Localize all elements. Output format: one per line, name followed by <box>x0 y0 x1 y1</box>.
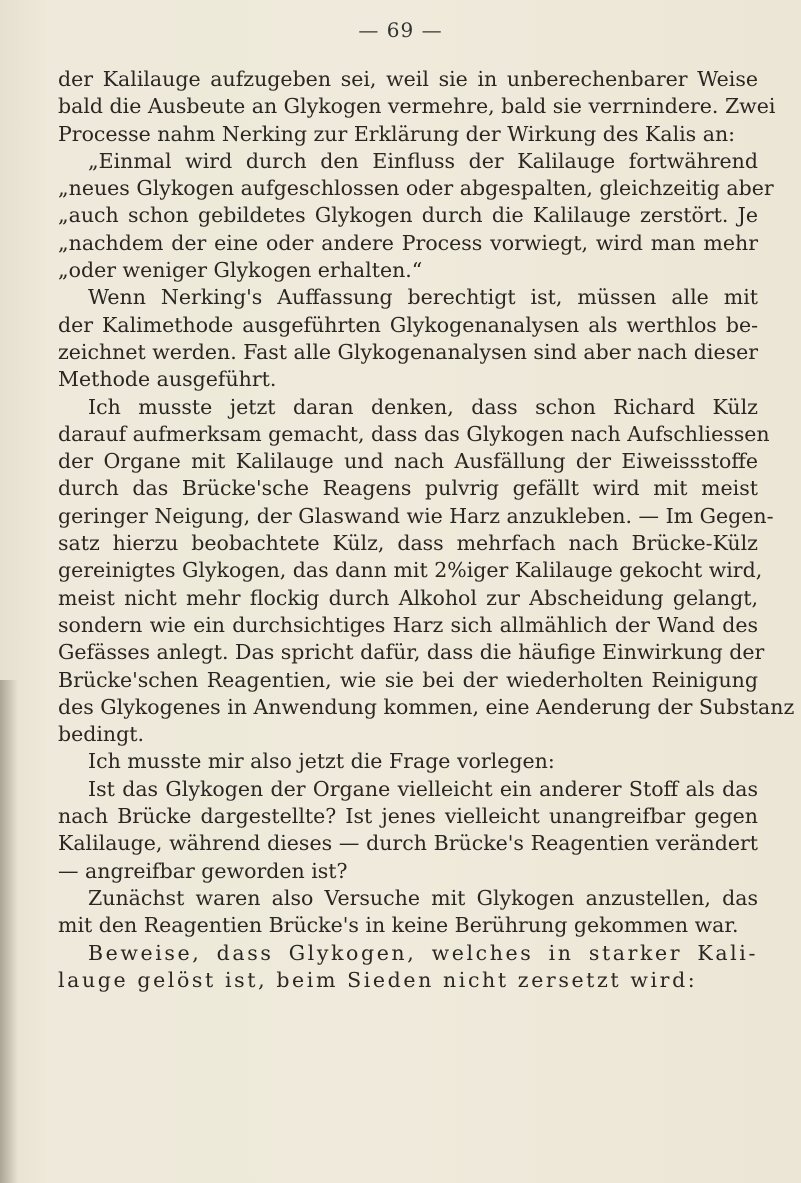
text-line: Processe nahm Nerking zur Erklärung der Wirkung des Kalis an: <box>58 121 736 146</box>
quote-line: „neues Glykogen aufgeschlossen oder abgespalten, gleichzeitig aber <box>58 176 774 201</box>
text-line: Methode ausgeführt. <box>58 367 277 392</box>
text-line: Wenn Nerking's Auffassung berechtigt ist, müssen alle mit <box>88 285 758 310</box>
text-line: bedingt. <box>58 722 145 747</box>
text-line: satz hierzu beobachtete Külz, dass mehrfach nach Brücke-Külz <box>58 531 758 556</box>
text-line: Kalilauge, während dieses — durch Brücke's Reagentien verändert <box>58 831 758 856</box>
text-line: der Organe mit Kalilauge und nach Ausfällung der Eiweissstoffe <box>58 449 758 474</box>
text-line: — angreifbar geworden ist? <box>58 858 348 883</box>
spaced-heading-line: lauge gelöst ist, beim Sieden nicht zersetzt wird: <box>58 967 698 992</box>
text-line: gereinigtes Glykogen, das dann mit 2%iger Kalilauge gekocht wird, <box>58 558 763 583</box>
spaced-heading-line: Beweise, dass Glykogen, welches in starker Kali- <box>88 940 758 965</box>
text-line: meist nicht mehr flockig durch Alkohol zur Abscheidung gelangt, <box>58 585 758 610</box>
text-line: bald die Ausbeute an Glykogen vermehre, bald sie verrnindere. Zwei <box>58 94 776 119</box>
quote-line: „auch schon gebildetes Glykogen durch die Kalilauge zerstört. Je <box>58 203 758 228</box>
text-line: durch das Brücke'sche Reagens pulvrig gefällt wird mit meist <box>58 476 758 501</box>
quote-line: „oder weniger Glykogen erhalten.“ <box>58 258 423 283</box>
text-line: der Kalilauge aufzugeben sei, weil sie in unberechenbarer Weise <box>58 67 758 91</box>
text-line: der Kalimethode ausgeführten Glykogenanalysen als werthlos be- <box>58 312 758 337</box>
text-line: sondern wie ein durchsichtiges Harz sich allmählich der Wand des <box>58 612 758 637</box>
text-line: nach Brücke dargestellte? Ist jenes vielleicht unangreifbar gegen <box>58 804 758 829</box>
quote-line: „Einmal wird durch den Einfluss der Kalilauge fortwährend <box>88 148 758 173</box>
text-line: Gefässes anlegt. Das spricht dafür, dass die häufige Einwirkung der <box>58 640 765 665</box>
text-line: darauf aufmerksam gemacht, dass das Glykogen nach Aufschliessen <box>58 421 770 446</box>
text-line: Ich musste jetzt daran denken, dass schon Richard Külz <box>88 394 758 419</box>
text-line: zeichnet werden. Fast alle Glykogenanalysen sind aber nach dieser <box>58 339 759 364</box>
body-text <box>58 66 795 994</box>
quote-line: „nachdem der eine oder andere Process vorwiegt, wird man mehr <box>58 230 758 255</box>
text-line: Ist das Glykogen der Organe vielleicht ein anderer Stoff als das <box>88 776 758 801</box>
page-number: — 69 — <box>358 18 443 42</box>
text-line: Brücke'schen Reagentien, wie sie bei der wiederholten Reinigung <box>58 667 758 692</box>
binding-shadow <box>0 680 18 1183</box>
text-line: geringer Neigung, der Glaswand wie Harz anzukleben. — Im Gegen- <box>58 503 774 528</box>
text-line: des Glykogenes in Anwendung kommen, eine Aenderung der Substanz <box>58 694 795 719</box>
text-line: mit den Reagentien Brücke's in keine Berührung gekommen war. <box>58 913 739 938</box>
text-line: Ich musste mir also jetzt die Frage vorlegen: <box>88 749 555 774</box>
text-line: Zunächst waren also Versuche mit Glykogen anzustellen, das <box>88 885 758 910</box>
